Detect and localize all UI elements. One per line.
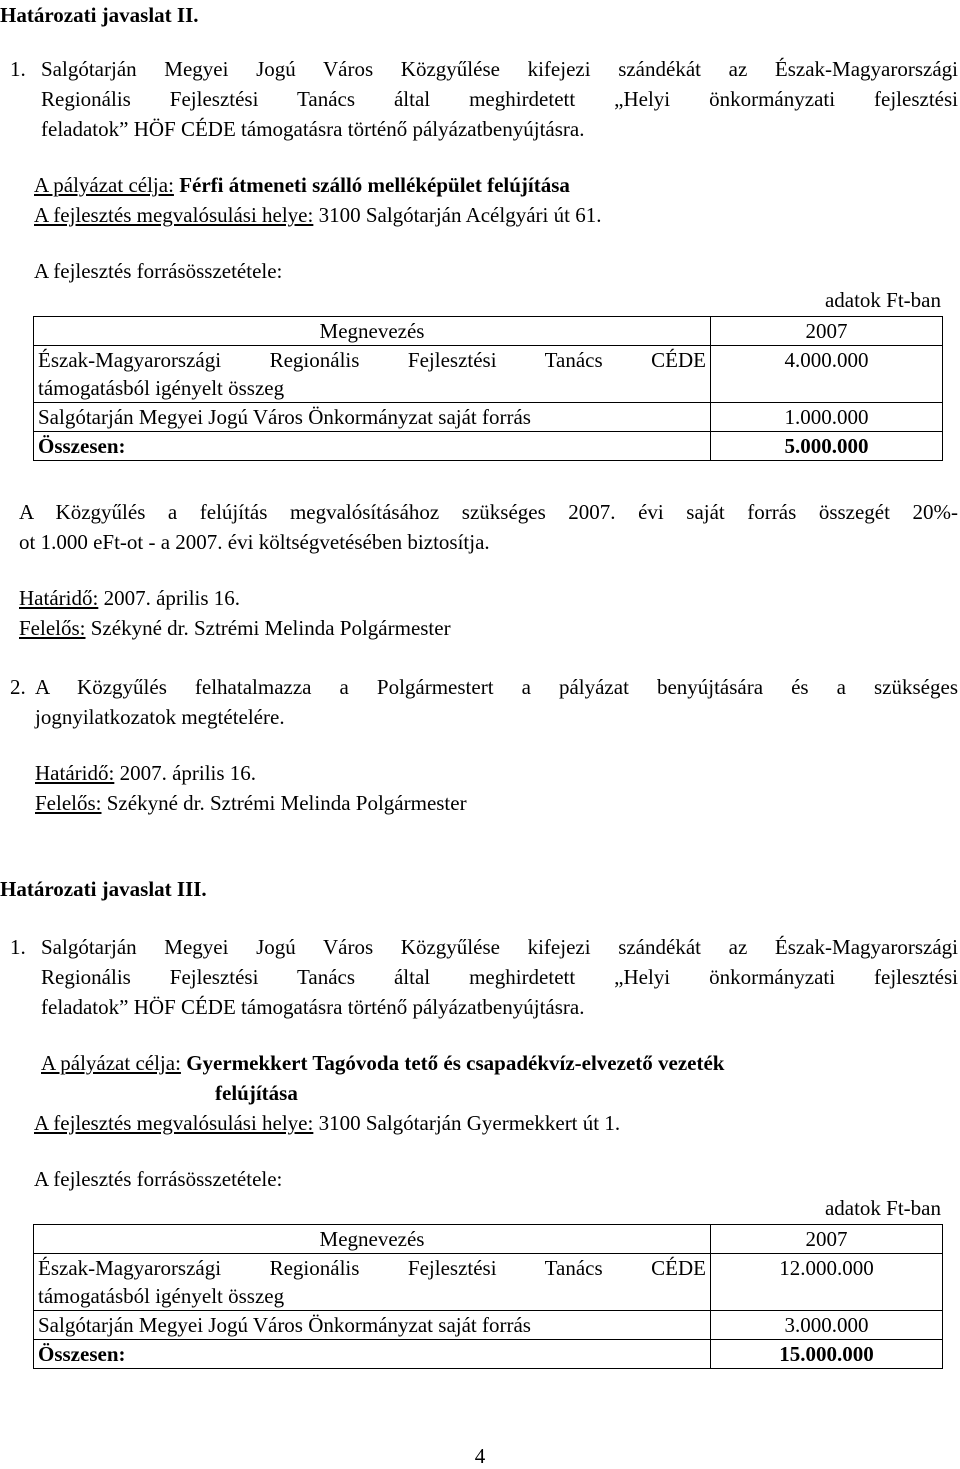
s3-table-row1-line1: Észak-Magyarországi Regionális Fejlesztési Tanács CÉDE — [38, 1256, 706, 1280]
s2-item-1-line-1: Salgótarján Megyei Jogú Város Közgyűlése kifejezi szándékát az Észak-Magyarországi — [41, 57, 958, 81]
s2-item-2-deadline — [35, 758, 256, 788]
s3-place-value: 3100 Salgótarján Gyermekkert út 1. — [318, 1111, 621, 1135]
s3-table-row1-value: 12.000.000 — [711, 1254, 943, 1311]
s2-table-head-name: Megnevezés — [34, 317, 711, 346]
s2-item-2-deadline-value: 2007. április 16. — [119, 761, 257, 785]
s3-item-1-line-1: Salgótarján Megyei Jogú Város Közgyűlése kifejezi szándékát az Észak-Magyarországi — [41, 935, 958, 959]
table-row — [34, 346, 943, 403]
s3-table-head-name: Megnevezés — [34, 1225, 711, 1254]
s2-item-2-line-2: jognyilatkozatok megtételére. — [35, 705, 285, 729]
s2-item-1-line-3: feladatok” HÖF CÉDE támogatásra történő pályázatbenyújtásra. — [41, 117, 585, 141]
s2-deadline-label: Határidő: — [19, 586, 99, 610]
s2-place — [34, 200, 601, 230]
s2-goal — [34, 170, 570, 200]
section-3-heading: Határozati javaslat III. — [0, 877, 207, 901]
s2-item-2-responsible-value: Székyné dr. Sztrémi Melinda Polgármester — [106, 791, 467, 815]
s2-table-row2-name: Salgótarján Megyei Jogú Város Önkormányzat saját forrás — [34, 403, 711, 432]
s2-place-value: 3100 Salgótarján Acélgyári út 61. — [318, 203, 602, 227]
s2-units: adatok Ft-ban — [824, 288, 941, 312]
s2-item-2-line-1: A Közgyűlés felhatalmazza a Polgármestert a pályázat benyújtására és a szükséges — [35, 675, 958, 699]
s3-table-total-label: Összesen: — [34, 1340, 711, 1369]
s2-item-1-number: 1. — [10, 57, 26, 81]
page-number: 4 — [474, 1444, 486, 1468]
s3-units: adatok Ft-ban — [824, 1196, 941, 1220]
s2-responsible — [19, 613, 451, 643]
s2-table-row2-value: 1.000.000 — [711, 403, 943, 432]
s3-item-1-line-3: feladatok” HÖF CÉDE támogatásra történő pályázatbenyújtásra. — [41, 995, 585, 1019]
s3-place-label: A fejlesztés megvalósulási helye: — [34, 1111, 314, 1135]
s3-table-row1-line2: támogatásból igényelt összeg — [38, 1284, 285, 1308]
s2-item-1-line-2: Regionális Fejlesztési Tanács által meghirdetett „Helyi önkormányzati fejlesztési — [41, 87, 958, 111]
s2-assembly-line-2: ot 1.000 eFt-ot - a 2007. évi költségvetésében biztosítja. — [19, 530, 490, 554]
s2-item-2-responsible-label: Felelős: — [35, 791, 102, 815]
s3-sources-label: A fejlesztés forrásösszetétele: — [34, 1167, 283, 1191]
table-header-row — [34, 317, 943, 346]
s3-table-row2-name: Salgótarján Megyei Jogú Város Önkormányzat saját forrás — [34, 1311, 711, 1340]
s2-place-label: A fejlesztés megvalósulási helye: — [34, 203, 314, 227]
s3-goal — [41, 1048, 724, 1078]
table-row — [34, 1254, 943, 1311]
s2-goal-value: Férfi átmeneti szálló melléképület felújítása — [179, 173, 570, 197]
s3-table-row1-name — [34, 1254, 711, 1311]
table-total-row — [34, 1340, 943, 1369]
s2-item-2-number: 2. — [10, 675, 26, 699]
s2-item-2-deadline-label: Határidő: — [35, 761, 115, 785]
s2-goal-label: A pályázat célja: — [34, 173, 174, 197]
s2-funding-table — [33, 316, 943, 461]
s2-table-head-year: 2007 — [711, 317, 943, 346]
s2-responsible-label: Felelős: — [19, 616, 86, 640]
s2-table-row1-line2: támogatásból igényelt összeg — [38, 376, 285, 400]
s3-goal-label: A pályázat célja: — [41, 1051, 181, 1075]
s2-assembly-line-1: A Közgyűlés a felújítás megvalósításához szükséges 2007. évi saját forrás összegét 20%- — [19, 500, 958, 524]
s3-goal-value-line2: felújítása — [215, 1081, 298, 1105]
s3-item-1-number: 1. — [10, 935, 26, 959]
s3-place — [34, 1108, 620, 1138]
table-total-row — [34, 432, 943, 461]
s2-table-total-label: Összesen: — [34, 432, 711, 461]
s2-item-2-responsible — [35, 788, 467, 818]
s2-table-total-value: 5.000.000 — [711, 432, 943, 461]
table-row — [34, 403, 943, 432]
s3-table-total-value: 15.000.000 — [711, 1340, 943, 1369]
s2-deadline-value: 2007. április 16. — [103, 586, 241, 610]
s2-sources-label: A fejlesztés forrásösszetétele: — [34, 259, 283, 283]
table-header-row — [34, 1225, 943, 1254]
s2-responsible-value: Székyné dr. Sztrémi Melinda Polgármester — [90, 616, 451, 640]
s2-table-row1-value: 4.000.000 — [711, 346, 943, 403]
s2-table-row1-name — [34, 346, 711, 403]
table-row — [34, 1311, 943, 1340]
s3-item-1-line-2: Regionális Fejlesztési Tanács által meghirdetett „Helyi önkormányzati fejlesztési — [41, 965, 958, 989]
s3-goal-value-line1: Gyermekkert Tagóvoda tető és csapadékvíz-elvezető vezeték — [186, 1051, 725, 1075]
s3-table-head-year: 2007 — [711, 1225, 943, 1254]
s2-table-row1-line1: Észak-Magyarországi Regionális Fejlesztési Tanács CÉDE — [38, 348, 706, 372]
section-2-heading: Határozati javaslat II. — [0, 3, 199, 27]
s3-funding-table — [33, 1224, 943, 1369]
s3-table-row2-value: 3.000.000 — [711, 1311, 943, 1340]
s2-deadline — [19, 583, 240, 613]
